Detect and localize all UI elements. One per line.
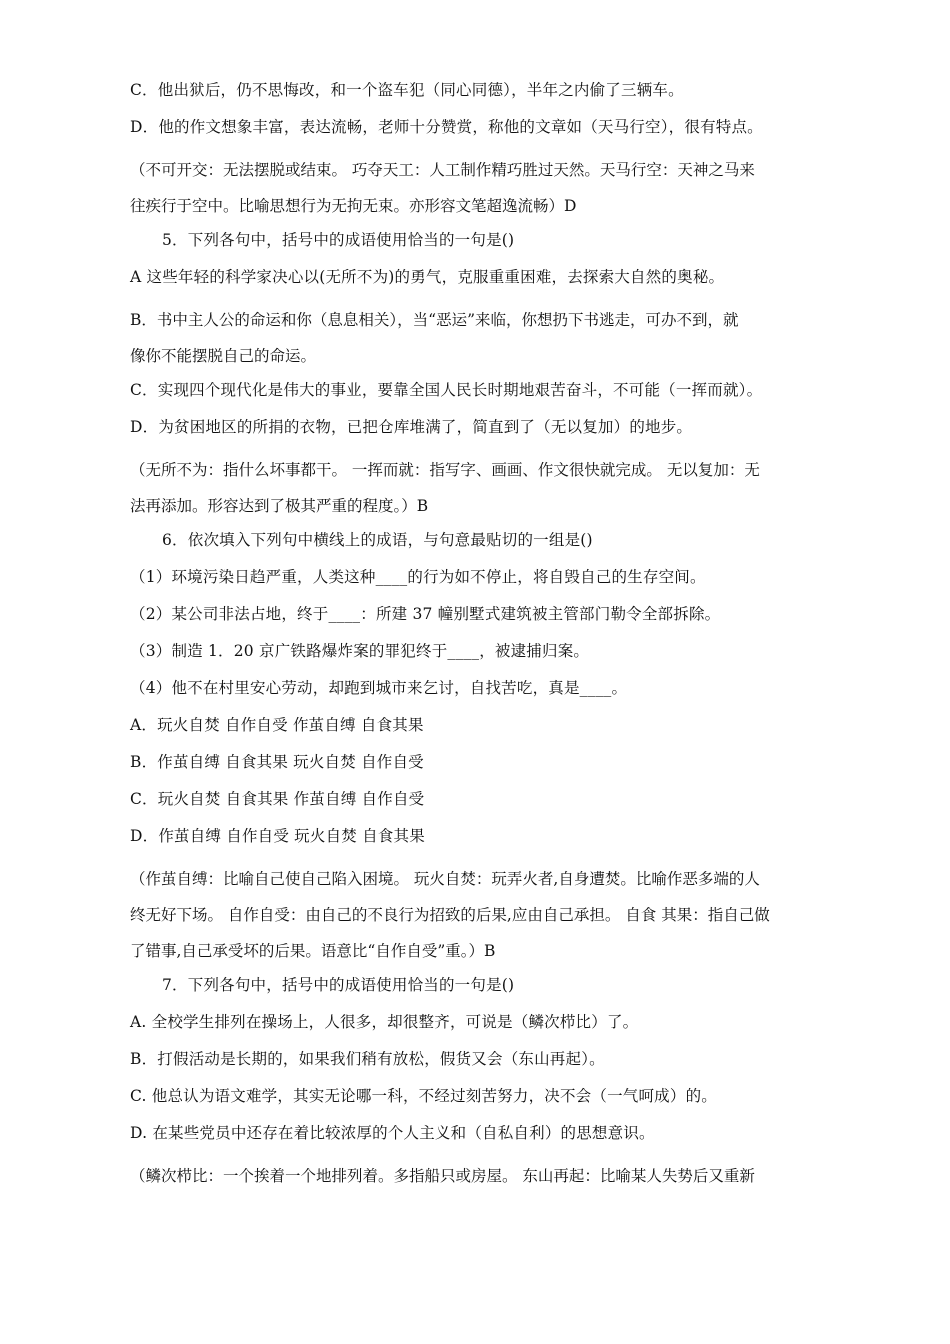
sentence-3: （3）制造 1．20 京广铁路爆炸案的罪犯终于____，被逮捕归案。 [130,642,590,660]
explanation-line: （无所不为：指什么坏事都干。 一挥而就：指写字、画画、作文很快就完成。 无以复加：无 [130,461,760,479]
sentence-4: （4）他不在村里安心劳动，却跑到城市来乞讨，自找苦吃，真是____。 [130,679,628,697]
question-5-stem: 5．下列各句中，括号中的成语使用恰当的一句是() [162,231,515,249]
option-c-line: C．他出狱后，仍不思悔改，和一个盗车犯（同心同德），半年之内偷了三辆车。 [130,81,684,99]
option-a-line: A 这些年轻的科学家决心以(无所不为)的勇气，克服重重困难，去探索大自然的奥秘。 [130,268,725,286]
option-b-line: B．书中主人公的命运和你（息息相关），当“恶运”来临，你想扔下书逃走，可办不到，就 [130,311,739,329]
sentence-2: （2）某公司非法占地，终于____：所建 37 幢别墅式建筑被主管部门勒令全部拆除。 [130,605,721,623]
option-c-line: C. 他总认为语文难学，其实无论哪一科，不经过刻苦努力，决不会（一气呵成）的。 [130,1087,717,1105]
explanation-line: 往疾行于空中。比喻思想行为无拘无束。亦形容文笔超逸流畅）D [130,197,577,215]
explanation-line: 终无好下场。 自作自受：由自己的不良行为招致的后果,应由自己承担。 自食 其果：指自己做 [130,906,770,924]
explanation-line: （作茧自缚：比喻自己使自己陷入困境。 玩火自焚：玩弄火者,自身遭焚。比喻作恶多端的人 [130,870,760,888]
question-7-stem: 7．下列各句中，括号中的成语使用恰当的一句是() [162,976,515,994]
explanation-line: （不可开交：无法摆脱或结束。 巧夺天工：人工制作精巧胜过天然。天马行空：天神之马来 [130,161,755,179]
document-body [130,78,820,1198]
explanation-block [130,452,820,524]
option-d-line: D．作茧自缚 自作自受 玩火自焚 自食其果 [130,827,425,845]
explanation-block [130,861,820,969]
option-b-line: B．打假活动是长期的，如果我们稍有放松，假货又会（东山再起）。 [130,1050,605,1068]
option-c-line: C．玩火自焚 自食其果 作茧自缚 自作自受 [130,790,425,808]
option-a-line: A．玩火自焚 自作自受 作茧自缚 自食其果 [130,716,424,734]
option-d-line: D．他的作文想象丰富，表达流畅，老师十分赞赏，称他的文章如（天马行空），很有特点。 [130,118,763,136]
option-a-line: A. 全校学生排列在操场上，人很多，却很整齐，可说是（鳞次栉比）了。 [130,1013,639,1031]
explanation-line: （鳞次栉比：一个挨着一个地排列着。多指船只或房屋。 东山再起：比喻某人失势后又重新 [130,1167,755,1185]
sentence-1: （1）环境污染日趋严重，人类这种____的行为如不停止，将自毁自己的生存空间。 [130,568,706,586]
explanation-line: 了错事,自己承受坏的后果。语意比“自作自受”重。）B [130,942,496,960]
question-6-stem: 6．依次填入下列句中横线上的成语，与句意最贴切的一组是() [162,531,593,549]
explanation-block [130,152,820,224]
option-b-line: B．作茧自缚 自食其果 玩火自焚 自作自受 [130,753,424,771]
explanation-block [130,1158,820,1194]
option-b-block [130,302,820,374]
explanation-line: 法再添加。形容达到了极其严重的程度。）B [130,497,429,515]
option-c-line: C．实现四个现代化是伟大的事业，要靠全国人民长时期地艰苦奋斗，不可能（一挥而就）。 [130,381,763,399]
option-d-line: D．为贫困地区的所捐的衣物，已把仓库堆满了，简直到了（无以复加）的地步。 [130,418,693,436]
option-d-line: D. 在某些党员中还存在着比较浓厚的个人主义和（自私自利）的思想意识。 [130,1124,655,1142]
option-b-line-cont: 像你不能摆脱自己的命运。 [130,347,317,365]
